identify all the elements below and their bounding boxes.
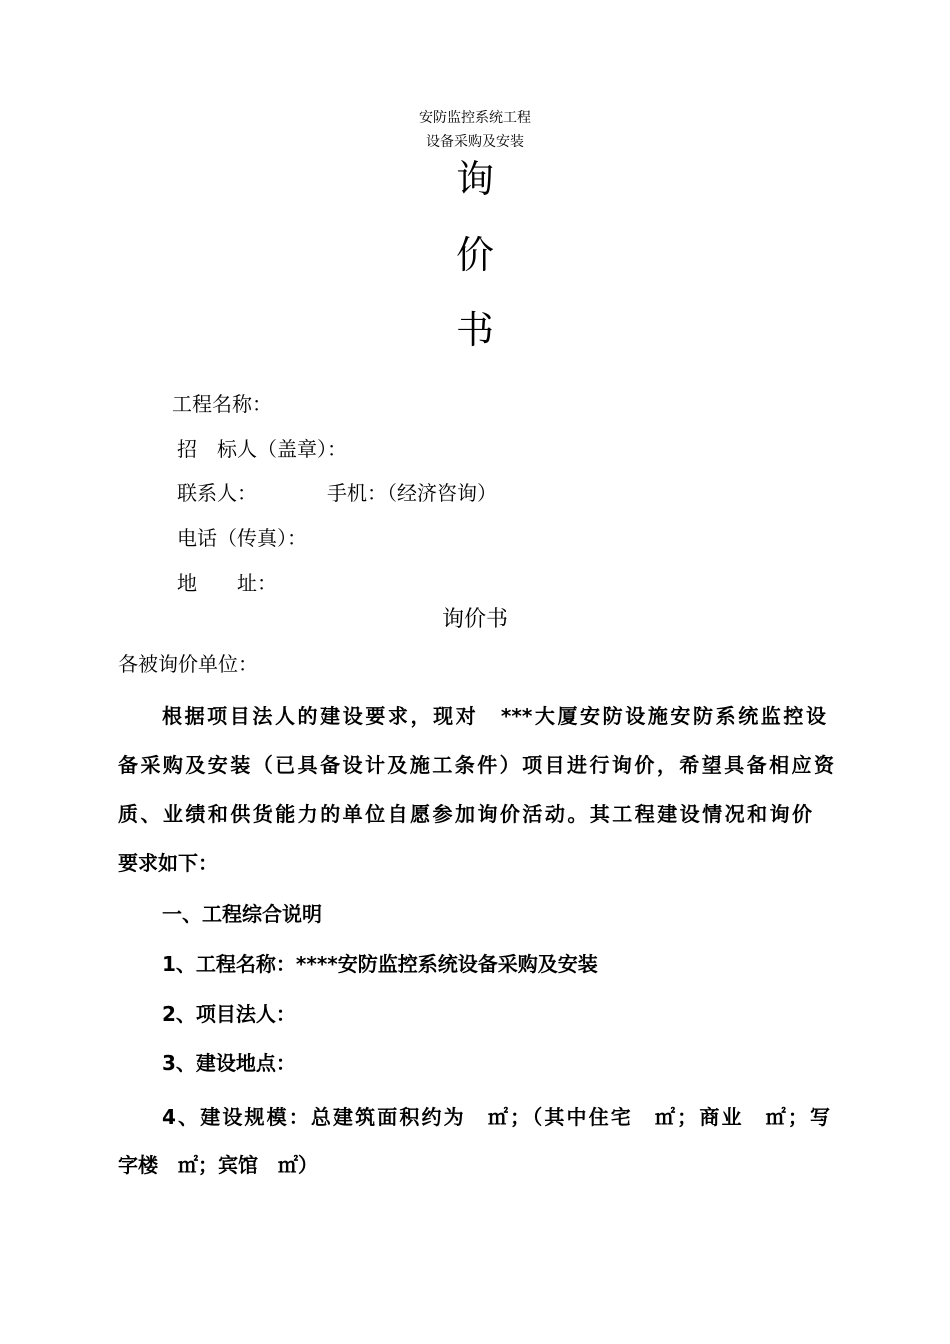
- paragraph-line-1: 根据项目法人的建设要求，现对 ***大厦安防设施安防系统监控设: [162, 704, 826, 728]
- address-field: 地 址：: [177, 571, 277, 595]
- item-project-owner: 2、项目法人：: [162, 1002, 296, 1026]
- item-construction-scale-line-2: 字楼 ㎡；宾馆 ㎡）: [118, 1153, 318, 1177]
- big-title-char-1: 询: [455, 157, 494, 201]
- item-construction-site: 3、建设地点：: [162, 1051, 296, 1075]
- salutation: 各被询价单位：: [118, 652, 258, 676]
- item-construction-scale-line-1: 4、建设规模：总建筑面积约为 ㎡；（其中住宅 ㎡；商业 ㎡；写: [162, 1105, 830, 1129]
- paragraph-line-3: 质、业绩和供货能力的单位自愿参加询价活动。其工程建设情况和询价: [118, 802, 812, 826]
- project-name-field: 工程名称：: [172, 392, 272, 416]
- mobile-field: 手机：（经济咨询）: [327, 481, 497, 505]
- big-title-char-3: 书: [455, 308, 494, 352]
- tenderer-field: 招 标人（盖章）：: [177, 437, 347, 461]
- header-line-2: 设备采购及安装: [426, 134, 524, 150]
- phone-fax-field: 电话（传真）：: [177, 526, 307, 550]
- contact-field: 联系人：: [177, 481, 257, 505]
- header-line-1: 安防监控系统工程: [419, 110, 531, 126]
- item-project-name: 1、工程名称：****安防监控系统设备采购及安装: [162, 952, 598, 976]
- paragraph-line-4: 要求如下：: [118, 851, 218, 875]
- paragraph-line-2: 备采购及安装（已具备设计及施工条件）项目进行询价，希望具备相应资: [118, 753, 834, 777]
- document-title: 询价书: [441, 607, 508, 632]
- section-heading: 一、工程综合说明: [162, 902, 322, 926]
- big-title-char-2: 价: [455, 233, 494, 277]
